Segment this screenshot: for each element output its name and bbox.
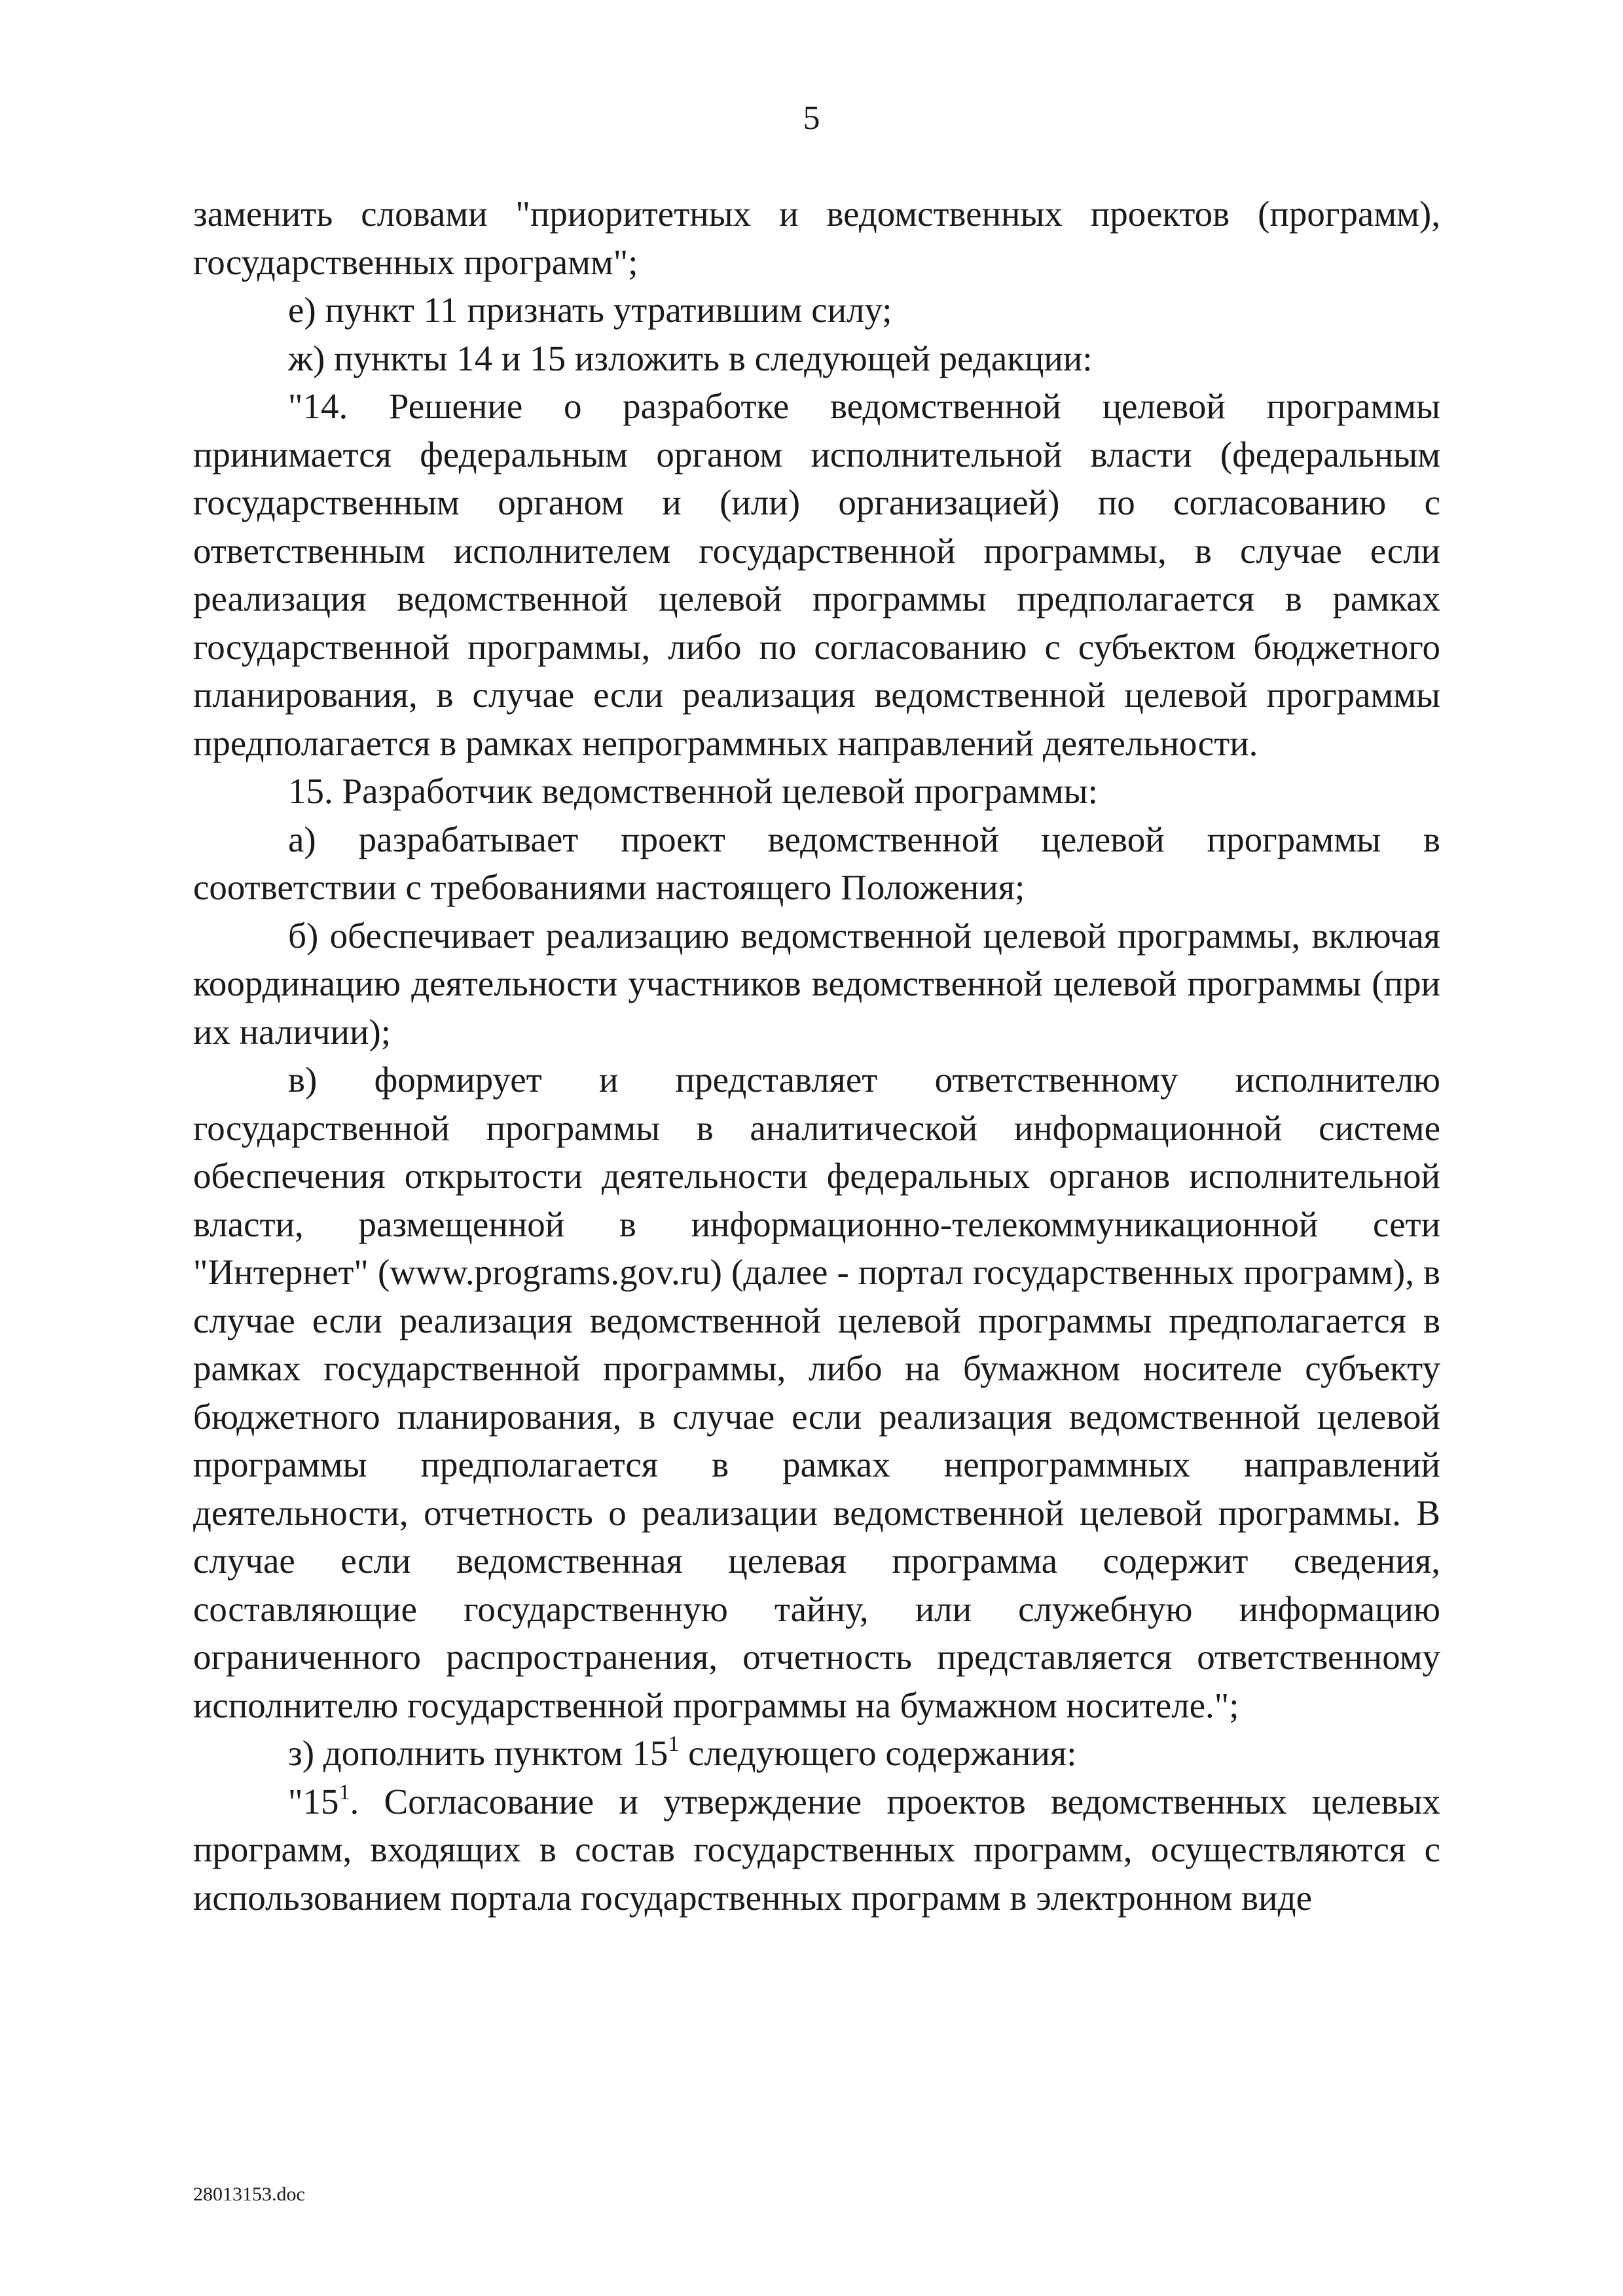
page-number: 5 <box>803 99 820 137</box>
file-name-footer: 28013153.doc <box>193 2183 305 2205</box>
paragraph-15-b: б) обеспечивает реализацию ведомственной целевой программы, включая координацию деятельности участников ведомственной целевой программы (при их наличии); <box>193 915 1440 1052</box>
paragraph-z <box>193 1729 1440 1778</box>
paragraph-zh: ж) пункты 14 и 15 изложить в следующей редакции: <box>288 338 1093 378</box>
paragraph-z-text: з) дополнить пунктом 15 <box>288 1733 668 1773</box>
paragraph-14: "14. Решение о разработке ведомственной целевой программы принимается федеральным органом исполнительной власти (федеральным государственным органом и (или) организацией) по согласованию с ответственным исполнителем государственной программы, в случае если реализация ведомственной целевой программы предполагается в рамках государственной программы, либо по согласованию с субъектом бюджетного планирования, в случае если реализация ведомственной целевой программы предполагается в рамках непрограммных направлений деятельности. <box>193 386 1440 763</box>
paragraph-15-1 <box>193 1778 1440 1922</box>
superscript-1: 1 <box>668 1732 680 1756</box>
paragraph-e: е) пункт 11 признать утратившим силу; <box>288 290 892 330</box>
paragraph-z-text-end: следующего содержания: <box>679 1733 1077 1773</box>
paragraph-15: 15. Разработчик ведомственной целевой программы: <box>288 771 1098 811</box>
paragraph-15-1-text: . Согласование и утверждение проектов ведомственных целевых программ, входящих в состав государственных программ, осуществляются с использованием портала государственных программ в электронном виде <box>193 1781 1440 1918</box>
document-body <box>193 190 1440 1922</box>
superscript-1: 1 <box>338 1780 350 1804</box>
paragraph-15-1-start: "15 <box>288 1781 339 1821</box>
paragraph-intro: заменить словами "приоритетных и ведомственных проектов (программ), государственных программ"; <box>193 194 1440 282</box>
paragraph-15-v: в) формирует и представляет ответственному исполнителю государственной программы в аналитической информационной системе обеспечения открытости деятельности федеральных органов исполнительной власти, размещенной в информационно-телекоммуникационной сети "Интернет" (www.programs.gov.ru) (далее - портал государственных программ), в случае если реализация ведомственной целевой программы предполагается в рамках государственной программы, либо на бумажном носителе субъекту бюджетного планирования, в случае если реализация ведомственной целевой программы предполагается в рамках непрограммных направлений деятельности, отчетность о реализации ведомственной целевой программы. В случае если ведомственная целевая программа содержит сведения, составляющие государственную тайну, или служебную информацию ограниченного распространения, отчетность представляется ответственному исполнителю государственной программы на бумажном носителе."; <box>193 1060 1440 1725</box>
paragraph-15-a: а) разрабатывает проект ведомственной целевой программы в соответствии с требованиями настоящего Положения; <box>193 819 1440 907</box>
